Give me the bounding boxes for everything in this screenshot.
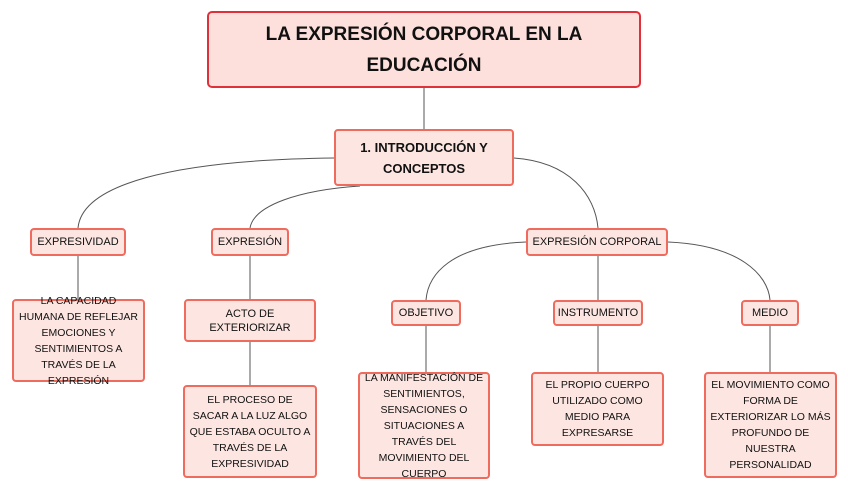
node-expresividad-label: EXPRESIVIDAD xyxy=(37,236,119,248)
node-proceso-sacar[interactable] xyxy=(183,385,317,478)
node-instrumento-label: INSTRUMENTO xyxy=(557,307,639,319)
edge-intro-expresion xyxy=(250,186,360,228)
edge-corporal-medio xyxy=(668,242,770,300)
node-proceso-sacar-text: EL PROCESO DE SACAR A LA LUZ ALGO QUE ESTABA OCULTO A TRAVÉS DE LA EXPRESIVIDAD xyxy=(189,393,311,470)
node-expresividad-definicion-text: LA CAPACIDAD HUMANA DE REFLEJAR EMOCIONES Y SENTIMIENTOS A TRAVÉS DE LA EXPRESIÓN xyxy=(18,294,139,387)
node-acto-exteriorizar-label: ACTO DE EXTERIORIZAR xyxy=(209,307,291,334)
node-expresion-corporal[interactable] xyxy=(526,228,668,256)
node-expresion[interactable] xyxy=(211,228,289,256)
node-expresividad-definicion[interactable] xyxy=(12,294,145,387)
node-instrumento-definicion-text: EL PROPIO CUERPO UTILIZADO COMO MEDIO PARA EXPRESARSE xyxy=(545,379,650,439)
node-introduccion-label: 1. INTRODUCCIÓN Y CONCEPTOS xyxy=(360,139,488,176)
node-objetivo-label: OBJETIVO xyxy=(398,307,454,319)
edge-corporal-objetivo xyxy=(426,242,526,300)
node-expresion-label: EXPRESIÓN xyxy=(217,236,283,248)
map-title[interactable] xyxy=(207,11,641,88)
node-medio-label: MEDIO xyxy=(751,307,789,319)
edge-intro-corporal xyxy=(514,158,598,228)
node-objetivo-definicion[interactable] xyxy=(358,372,490,479)
node-medio-definicion-text: EL MOVIMIENTO COMO FORMA DE EXTERIORIZAR LO MÁS PROFUNDO DE NUESTRA PERSONALIDAD xyxy=(710,379,831,471)
node-introduccion[interactable] xyxy=(334,129,514,186)
node-instrumento[interactable] xyxy=(553,300,643,326)
node-objetivo-definicion-text: LA MANIFESTACIÓN DE SENTIMIENTOS, SENSACIONES O SITUACIONES A TRAVÉS DEL MOVIMIENTO DEL CUERPO xyxy=(364,371,484,480)
map-title-text: LA EXPRESIÓN CORPORAL EN LA EDUCACIÓN xyxy=(265,23,583,76)
node-objetivo[interactable] xyxy=(391,300,461,326)
node-acto-exteriorizar[interactable] xyxy=(184,299,316,342)
node-expresividad[interactable] xyxy=(30,228,126,256)
node-medio[interactable] xyxy=(741,300,799,326)
edge-intro-expresividad xyxy=(78,158,334,228)
node-medio-definicion[interactable] xyxy=(704,372,837,478)
node-expresion-corporal-label: EXPRESIÓN CORPORAL xyxy=(532,236,662,248)
node-instrumento-definicion[interactable] xyxy=(531,372,664,446)
